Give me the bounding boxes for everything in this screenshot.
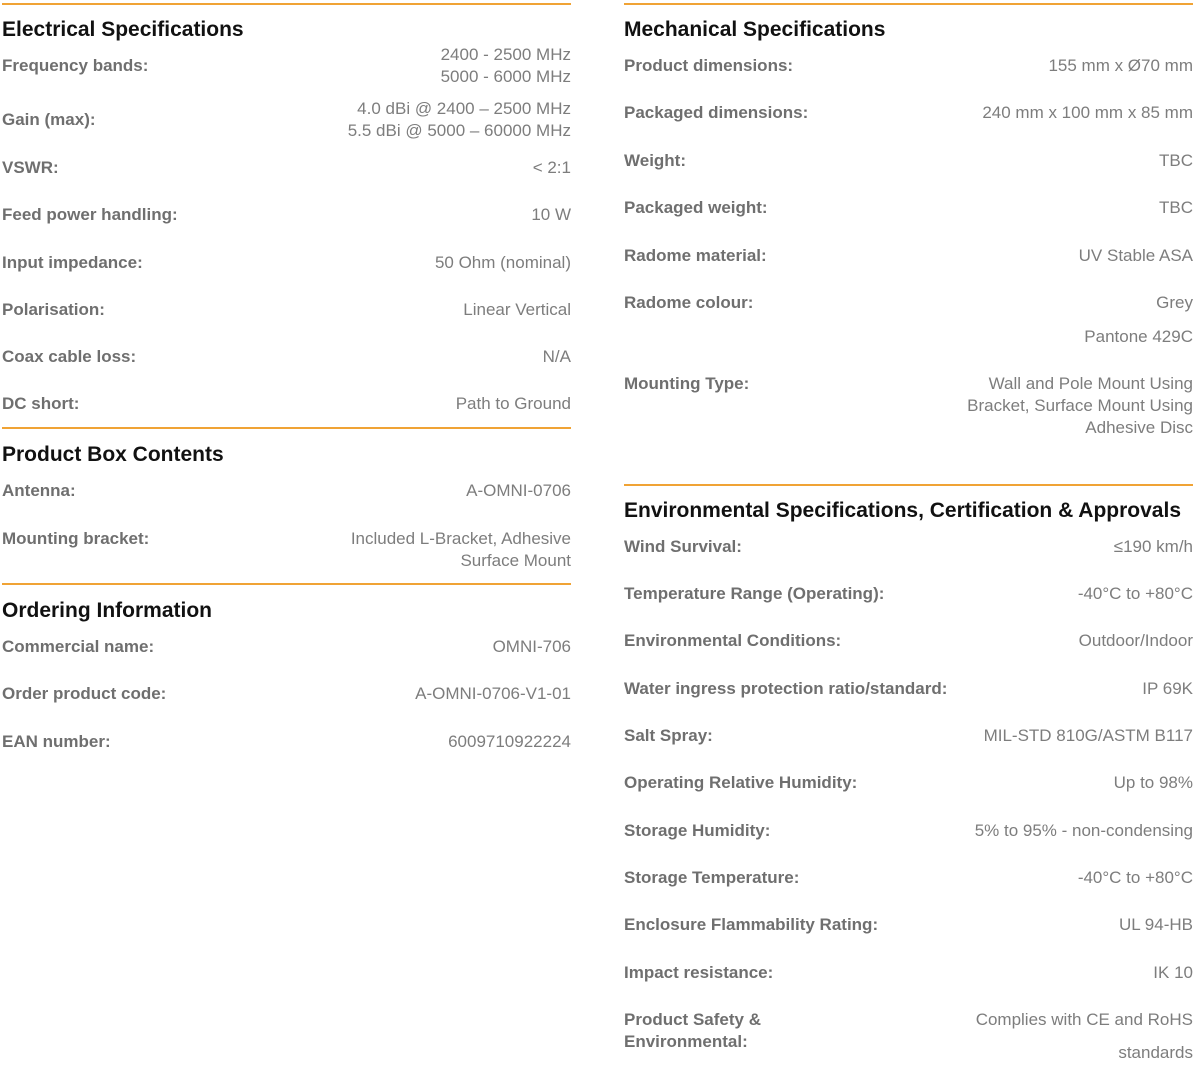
spec-row-vswr: VSWR: < 2:1 [2,158,571,177]
spec-row-mounting-type: Mounting Type: Wall and Pole Mount Using Bracket, Surface Mount Using Adhesive Disc [624,374,1193,437]
spec-row-packaged-dimensions: Packaged dimensions: 240 mm x 100 mm x 85 mm [624,103,1193,122]
spec-row-flammability: Enclosure Flammability Rating: UL 94-HB [624,915,1193,934]
section-divider [2,3,571,5]
box-contents-title: Product Box Contents [2,443,224,466]
spec-row-product-dimensions: Product dimensions: 155 mm x Ø70 mm [624,56,1193,75]
spec-row-polarisation: Polarisation: Linear Vertical [2,300,571,319]
spec-row-coax-loss: Coax cable loss: N/A [2,347,571,366]
section-divider [2,427,571,429]
spec-row-dc-short: DC short: Path to Ground [2,394,571,413]
spec-row-salt-spray: Salt Spray: MIL-STD 810G/ASTM B117 [624,726,1193,745]
mechanical-specs-title: Mechanical Specifications [624,18,886,41]
spec-row-ean: EAN number: 6009710922224 [2,732,571,751]
spec-row-frequency-bands: Frequency bands: 2400 - 2500 MHz 5000 - 6000 MHz [2,45,571,86]
spec-row-antenna: Antenna: A-OMNI-0706 [2,481,571,500]
environmental-specs-title: Environmental Specifications, Certification & Approvals [624,499,1182,522]
spec-row-weight: Weight: TBC [624,151,1193,170]
spec-row-wind-survival: Wind Survival: ≤190 km/h [624,537,1193,556]
section-divider [624,484,1193,486]
section-divider [624,3,1193,5]
spec-row-input-impedance: Input impedance: 50 Ohm (nominal) [2,253,571,272]
spec-row-environmental-conditions: Environmental Conditions: Outdoor/Indoor [624,631,1193,650]
spec-row-commercial-name: Commercial name: OMNI-706 [2,637,571,656]
spec-row-packaged-weight: Packaged weight: TBC [624,198,1193,217]
spec-row-mounting-bracket: Mounting bracket: Included L-Bracket, Adhesive Surface Mount [2,529,571,570]
spec-row-radome-colour: Radome colour: Grey [624,293,1193,312]
spec-row-impact-resistance: Impact resistance: IK 10 [624,963,1193,982]
spec-row-product-safety: Product Safety & Environmental: Complies with CE and RoHS [624,1010,1193,1051]
spec-row-gain: Gain (max): 4.0 dBi @ 2400 – 2500 MHz 5.5 dBi @ 5000 – 60000 MHz [2,99,571,140]
spec-row-water-ingress: Water ingress protection ratio/standard: IP 69K [624,679,1193,698]
spec-row-storage-humidity: Storage Humidity: 5% to 95% - non-condensing [624,821,1193,840]
spec-row-operating-humidity: Operating Relative Humidity: Up to 98% [624,773,1193,792]
ordering-title: Ordering Information [2,599,212,622]
section-divider [2,583,571,585]
spec-row-radome-material: Radome material: UV Stable ASA [624,246,1193,265]
spec-row-order-code: Order product code: A-OMNI-0706-V1-01 [2,684,571,703]
spec-row-temperature-range: Temperature Range (Operating): -40°C to +80°C [624,584,1193,603]
spec-row-feed-power: Feed power handling: 10 W [2,205,571,224]
spec-row-radome-colour-pantone: Pantone 429C [1084,327,1193,346]
electrical-specs-title: Electrical Specifications [2,18,244,41]
spec-row-storage-temperature: Storage Temperature: -40°C to +80°C [624,868,1193,887]
spec-row-product-safety-continued: standards [1118,1043,1193,1062]
